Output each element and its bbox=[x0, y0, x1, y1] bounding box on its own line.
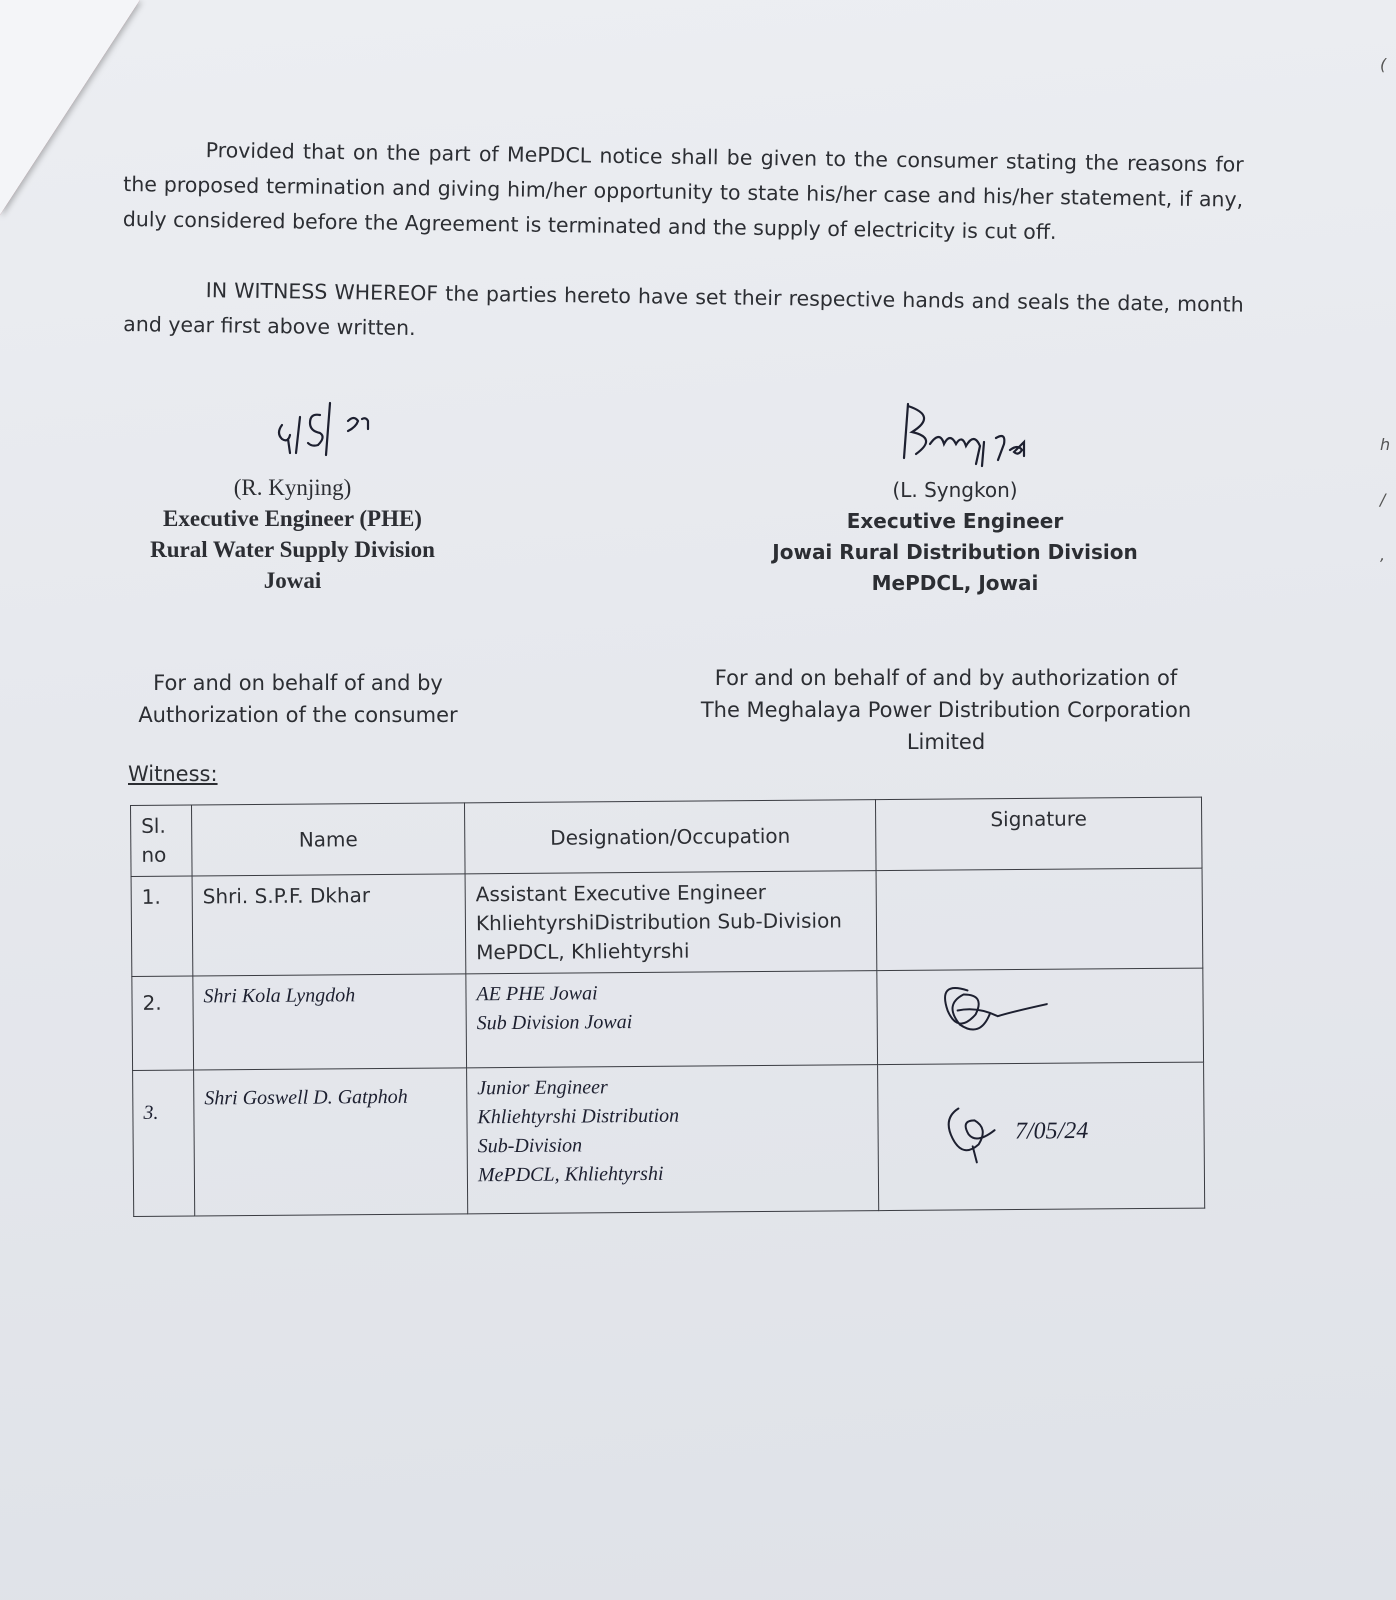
edge-mark: h bbox=[1380, 435, 1391, 454]
witness-2-signature bbox=[887, 976, 1048, 1047]
consumer-signatory-division: Rural Water Supply Division bbox=[150, 537, 435, 562]
witness-table bbox=[130, 797, 1205, 1217]
edge-mark: ( bbox=[1380, 55, 1387, 74]
row-designation-handwritten: Junior Engineer Khliehtyrshi Distribution Sub-Division MePDCL, Khliehtyrshi bbox=[467, 1065, 879, 1214]
table-row bbox=[132, 968, 1204, 1070]
witness-3-signature bbox=[938, 1098, 1009, 1169]
header-designation: Designation/Occupation bbox=[464, 800, 876, 874]
row-sl: 3. bbox=[133, 1070, 195, 1216]
folded-page-corner bbox=[0, 0, 140, 215]
mepdcl-signatory-name: (L. Syngkon) bbox=[892, 478, 1018, 502]
edge-mark: / bbox=[1380, 490, 1386, 509]
termination-proviso-paragraph: Provided that on the part of MePDCL notice shall be given to the consumer stating the reasons for the proposed termination and giving him/her opportunity to state his/her case and his/her statement, if any, duly considered before the Agreement is terminated and the supply of electricity is cut off. bbox=[122, 138, 1244, 245]
consumer-signatory-location: Jowai bbox=[263, 568, 322, 593]
witness-whereof-paragraph: IN WITNESS WHEREOF the parties hereto have set their respective hands and seals the date, month and year first above written. bbox=[123, 278, 1244, 341]
row-designation-handwritten: AE PHE Jowai Sub Division Jowai bbox=[466, 971, 878, 1068]
row-signature bbox=[878, 1062, 1205, 1211]
row-name: Shri. S.P.F. Dkhar bbox=[192, 874, 466, 976]
edge-mark: , bbox=[1380, 545, 1386, 564]
row-designation: Assistant Executive Engineer KhliehtyrshiDistribution Sub-Division MePDCL, Khliehtyrshi bbox=[465, 871, 877, 974]
row-sl: 1. bbox=[131, 876, 193, 976]
witness-table-header bbox=[131, 797, 1203, 876]
table-row bbox=[133, 1062, 1205, 1216]
consumer-signatory-block bbox=[120, 472, 465, 596]
mepdcl-behalf-text: For and on behalf of and by authorization of The Meghalaya Power Distribution Corporation Limited bbox=[700, 666, 1192, 754]
mepdcl-signatory-location: MePDCL, Jowai bbox=[871, 571, 1039, 595]
row-name-handwritten: Shri Kola Lyngdoh bbox=[193, 974, 467, 1070]
mepdcl-signature bbox=[900, 398, 1050, 478]
mepdcl-signatory-block bbox=[740, 475, 1170, 599]
table-row bbox=[131, 868, 1203, 976]
row-name-handwritten: Shri Goswell D. Gatphoh bbox=[194, 1068, 468, 1216]
mepdcl-signatory-title: Executive Engineer bbox=[846, 509, 1064, 533]
row-signature-empty bbox=[876, 868, 1203, 971]
consumer-signatory-name: (R. Kynjing) bbox=[233, 475, 352, 500]
consumer-signature bbox=[270, 395, 400, 465]
witness-label: Witness: bbox=[128, 762, 218, 786]
consumer-behalf-text: For and on behalf of and by Authorization of the consumer bbox=[138, 671, 458, 727]
header-name: Name bbox=[192, 803, 466, 876]
row-signature bbox=[877, 968, 1204, 1065]
witness-3-signature-date: 7/05/24 bbox=[1014, 1117, 1089, 1145]
row-sl: 2. bbox=[132, 976, 194, 1070]
header-signature: Signature bbox=[875, 797, 1202, 871]
header-sl-no: Sl. no bbox=[131, 805, 193, 876]
consumer-signatory-title: Executive Engineer (PHE) bbox=[163, 506, 422, 531]
mepdcl-signatory-division: Jowai Rural Distribution Division bbox=[772, 540, 1138, 564]
